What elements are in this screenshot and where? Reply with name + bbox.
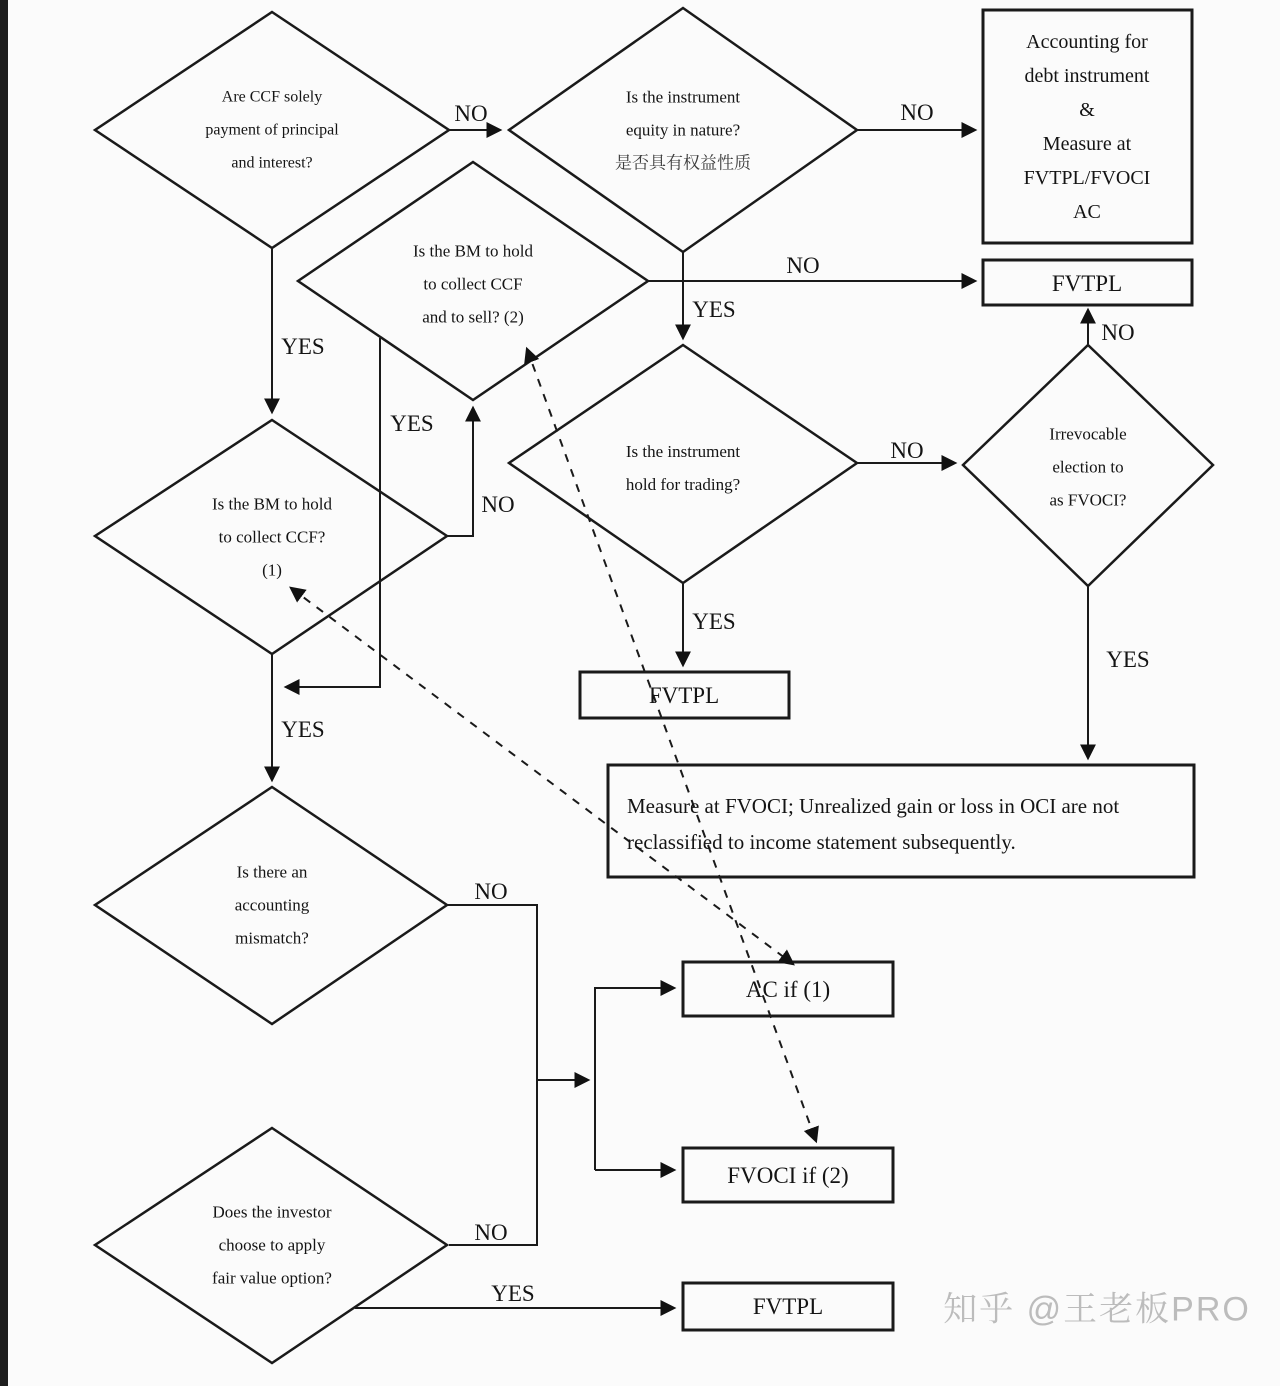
watermark-text: 知乎 @王老板PRO bbox=[943, 1290, 1251, 1329]
decision-hold-collect-sell-text: Is the BM to hold to collect CCF and to sell? (2) bbox=[413, 241, 533, 327]
decision-mismatch-text: Is there an accounting mismatch? bbox=[234, 862, 310, 948]
decision-sppi-text: Are CCF solely payment of principal and interest? bbox=[205, 88, 339, 172]
edge-holdcollect-no-to-sell bbox=[447, 408, 473, 536]
box-fvoci-measure-text: Measure at FVOCI; Unrealized gain or loss in OCI are not reclassified to income statement subsequently. bbox=[627, 794, 1120, 854]
label-no-fvo: NO bbox=[474, 1220, 508, 1245]
label-yes-collect: YES bbox=[281, 717, 325, 742]
label-no-equity: NO bbox=[900, 100, 934, 125]
decision-equity-text: Is the instrument equity in nature? 是否具有权益性质 bbox=[615, 87, 751, 173]
label-yes-fvo: YES bbox=[491, 1281, 535, 1306]
decision-hold-for-trading-text: Is the instrument hold for trading? bbox=[625, 442, 741, 494]
box-debt-accounting-text: Accounting for debt instrument & Measure at FVTPL/FVOCI AC bbox=[1023, 31, 1151, 223]
box-fvtpl-bottom-text: FVTPL bbox=[752, 1294, 824, 1319]
edge-bracket-to-ac bbox=[595, 988, 674, 1170]
label-no-mismatch: NO bbox=[474, 879, 508, 904]
box-fvoci-if-2-text: FVOCI if (2) bbox=[727, 1163, 849, 1188]
decision-irrevocable-text: Irrevocable election to as FVOCI? bbox=[1049, 424, 1127, 510]
edge-no-rail bbox=[447, 905, 537, 1245]
label-yes-equity: YES bbox=[692, 297, 736, 322]
label-yes-irrevocable: YES bbox=[1106, 647, 1150, 672]
label-yes-sppi: YES bbox=[281, 334, 325, 359]
label-no-sell: NO bbox=[786, 253, 820, 278]
label-yes-sell: YES bbox=[390, 411, 434, 436]
box-fvtpl-top-text: FVTPL bbox=[1051, 271, 1123, 296]
label-no-irrevocable: NO bbox=[1101, 320, 1135, 345]
box-ac-if-1-text: AC if (1) bbox=[745, 977, 831, 1002]
label-yes-trading: YES bbox=[692, 609, 736, 634]
box-fvtpl-mid-text: FVTPL bbox=[648, 683, 720, 708]
label-no-collect: NO bbox=[481, 492, 515, 517]
label-no-sppi: NO bbox=[454, 101, 488, 126]
label-no-trading: NO bbox=[890, 438, 924, 463]
decision-fvo-text: Does the investor choose to apply fair value option? bbox=[212, 1202, 332, 1288]
decision-hold-collect-text: Is the BM to hold to collect CCF? (1) bbox=[212, 494, 332, 580]
